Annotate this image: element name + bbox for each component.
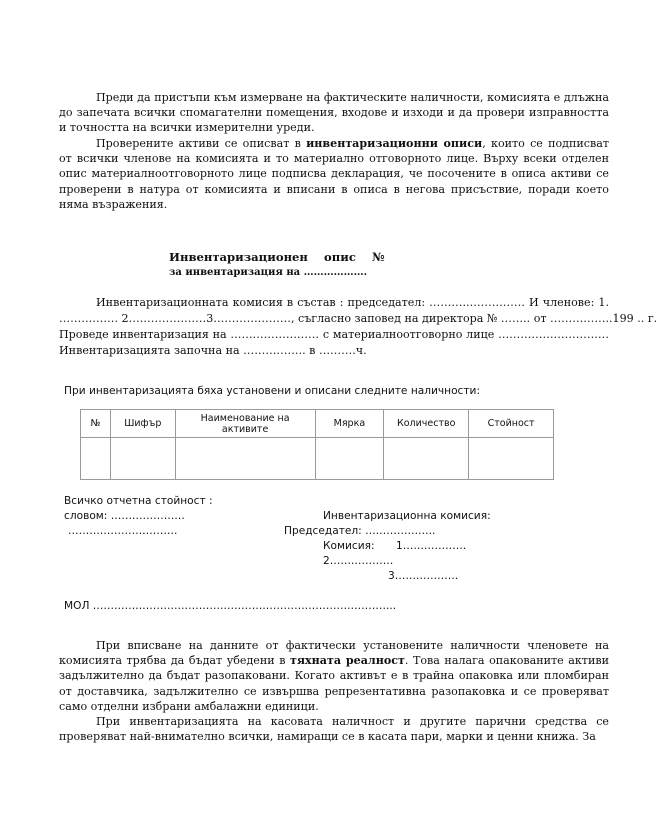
commission-line-4: Инвентаризацията започна на …………….. в ……….ч. [59,344,367,357]
intro-paragraph-1 [59,90,609,136]
commission-line-1 [59,296,609,310]
col-asset-name-label: Наименование на активите [200,412,290,435]
col-unit: Мярка [315,410,384,438]
col-value: Стойност [469,410,554,438]
commission-line-2-text: ……………. 2…………………3…………………, съгласно заповед на директора № [59,312,498,325]
total-value-label: Всичко отчетна стойност : [64,495,213,507]
col-code: Шифър [110,410,175,438]
inventory-table [80,409,554,480]
outro-paragraph-2 [59,714,609,744]
in-words-label: словом: ………………… [64,510,185,522]
commission-line-1-text: Инвентаризационната комисия в състав : председател: ………..…………… И членове: [96,296,595,309]
outro-p3-bold: тяхната реалност [289,654,405,668]
intro-paragraph-2 [59,136,609,212]
commission-line-2 [59,312,657,326]
intro-p2-before: Проверените активи се описват в [96,137,307,150]
table-row [81,438,554,480]
intro-p2-after: , които се подписват от всички членове на комисията и то материално отговорното лице. Върху всеки отделен опис материалноотговорното лице подписва декларация, че посочените в описа активи се проверени в натура от комисията и вписани в описа в негова присъствие, поради което няма възражения. [59,137,609,211]
commission-line-3-dots: ………………………… [498,328,610,341]
member-label: Комисия: [323,540,375,552]
intro-p2-bold: инвентаризационни описи [306,137,483,150]
mol-line: МОЛ ………………………………………………………………………….. [64,600,397,612]
table-cell[interactable] [384,438,469,480]
table-cell[interactable] [469,438,554,480]
outro-p4-text: При инвентаризацията на касовата наличност и другите парични средства се проверяват най-внимателно всички, намиращи се в касата пари, марки и ценни книжа. За [59,715,609,744]
col-number: № [81,410,111,438]
commission-line-3 [59,328,609,342]
outro-paragraph-1 [59,638,609,714]
intro-p1-text: Преди да пристъпи към измерване на фактическите наличности, комисията е длъжна до запечата всички спомагателни помещения, входове и изходи и да провери изправността и точността на всички измерителни уреди. [59,91,609,135]
col-asset-name [175,410,315,438]
commission-line-1-num: 1. [598,296,609,309]
chairman-line: Председател: ……………….. [284,525,436,537]
outro-p3-before: При вписване на данните от фактически установените наличности членовете на комисията трябва да бъдат убедени в [59,639,609,668]
col-quantity: Количество [384,410,469,438]
table-cell[interactable] [110,438,175,480]
commission-line-2-date: …….. от ……………..199 .. г. [500,312,657,325]
commission-title: Инвентаризационна комисия: [323,510,491,522]
member-1: 1……………… [396,540,467,552]
table-header-row [81,410,554,438]
dots-line: …………………………. [68,525,178,537]
form-subtitle: за инвентаризация на ………………. [169,267,368,278]
form-title: Инвентаризационен опис № [169,250,385,264]
table-cell[interactable] [175,438,315,480]
commission-line-3-text: Проведе инвентаризация на …………………… с материалноотговорно лице [59,328,495,341]
found-text: При инвентаризацията бяха установени и описани следните наличности: [64,385,481,397]
table-cell[interactable] [315,438,384,480]
table-cell[interactable] [81,438,111,480]
member-3: 3……………… [388,570,459,582]
member-2: 2……………… [323,555,394,567]
outro-p3-after: . Това налага опакованите активи задължително да бъдат разопаковани. Когато активът е в трайна опаковка или пломбиран от доставчика, задължително се извършва репрезентативна разопаковка и се проверяват само отделни избрани амбалажни единици. [59,654,609,713]
